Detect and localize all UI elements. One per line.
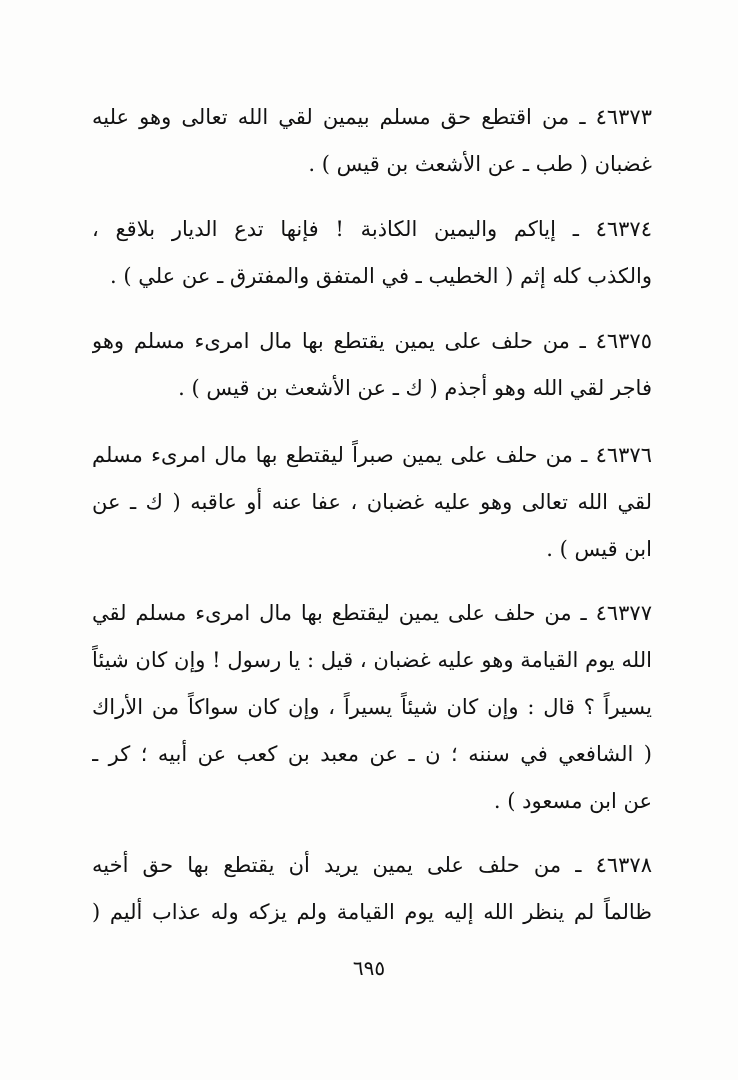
hadith-entry-46377 xyxy=(92,590,652,825)
hadith-entry-46374 xyxy=(92,206,652,300)
hadith-entry-46376 xyxy=(92,432,652,573)
entry-line: ظالماً لم ينظر الله إليه يوم القيامة ولم يزكه وله عذاب أليم ( xyxy=(92,900,652,924)
entry-line: لقي الله تعالى وهو عليه غضبان ، عفا عنه أو عاقبه ( ك ـ عن xyxy=(92,490,652,514)
entry-line: ٤٦٣٧٤ ـ إياكم واليمين الكاذبة ! فإنها تدع الديار بلاقع ، xyxy=(92,217,652,241)
entry-line: ٤٦٣٧٣ ـ من اقتطع حق مسلم بيمين لقي الله تعالى وهو عليه xyxy=(92,105,652,129)
entry-line: ( الشافعي في سننه ؛ ن ـ عن معبد بن كعب عن أبيه ؛ كر ـ xyxy=(92,742,652,766)
entry-line: غضبان ( طب ـ عن الأشعث بن قيس ) . xyxy=(308,152,652,176)
entry-line: والكذب كله إثم ( الخطيب ـ في المتفق والمفترق ـ عن علي ) . xyxy=(110,264,652,288)
hadith-entry-46373 xyxy=(92,94,652,188)
entry-line: الله يوم القيامة وهو عليه غضبان ، قيل : يا رسول ! وإن كان شيئاً xyxy=(92,648,652,672)
entry-line: يسيراً ؟ قال : وإن كان شيئاً يسيراً ، وإن كان سواكاً من الأراك xyxy=(92,695,652,719)
entry-line: ابن قيس ) . xyxy=(546,537,652,561)
entry-line: ٤٦٣٧٨ ـ من حلف على يمين يريد أن يقتطع بها حق أخيه xyxy=(92,853,652,877)
hadith-entry-46378 xyxy=(92,842,652,936)
entry-line: فاجر لقي الله وهو أجذم ( ك ـ عن الأشعث بن قيس ) . xyxy=(178,376,652,400)
entry-line: ٤٦٣٧٥ ـ من حلف على يمين يقتطع بها مال امرىء مسلم وهو xyxy=(92,329,652,353)
page-number: ٦٩٥ xyxy=(352,956,386,980)
entry-line: ٤٦٣٧٦ ـ من حلف على يمين صبراً ليقتطع بها مال امرىء مسلم xyxy=(92,443,652,467)
entry-line: ٤٦٣٧٧ ـ من حلف على يمين ليقتطع بها مال امرىء مسلم لقي xyxy=(92,601,652,625)
entry-line: عن ابن مسعود ) . xyxy=(493,789,652,813)
hadith-entry-46375 xyxy=(92,318,652,412)
